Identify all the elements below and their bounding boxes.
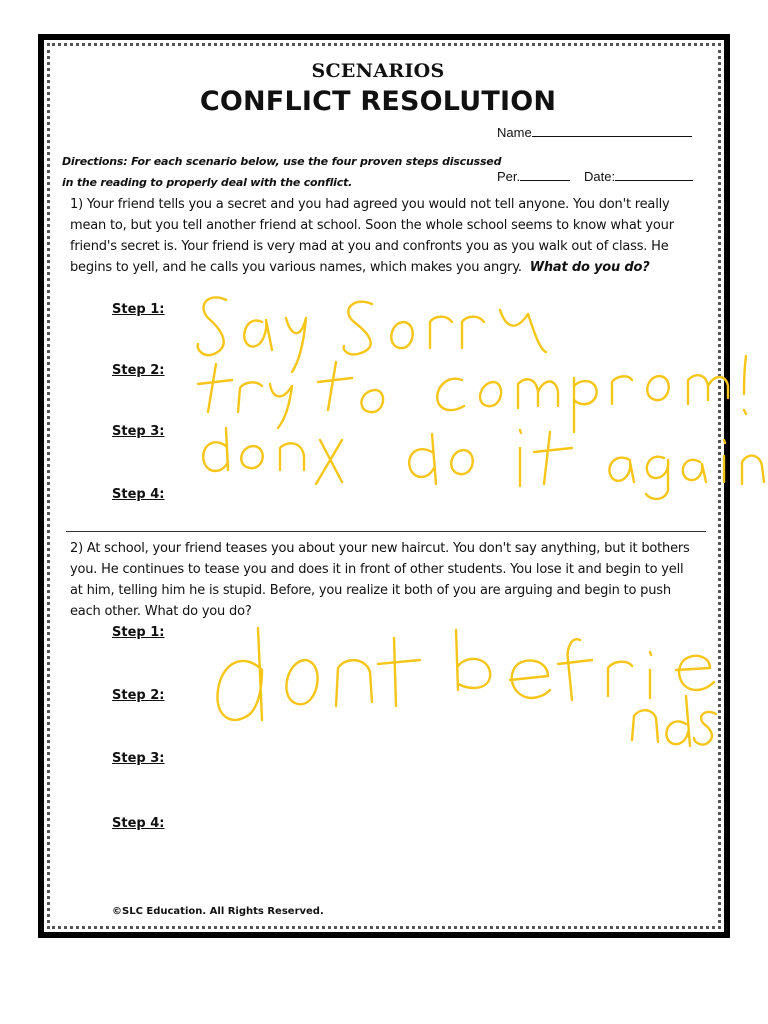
worksheet-subtitle: SCENARIOS bbox=[311, 60, 445, 82]
date-label: Date: bbox=[584, 169, 616, 184]
section-divider bbox=[66, 531, 706, 532]
scenario-1-step-1-label: Step 1: bbox=[112, 302, 165, 317]
scenario-2-step-3-label: Step 3: bbox=[112, 751, 165, 766]
directions-text: Directions: For each scenario below, use the four proven steps discussed in the reading to properly deal with the conflict. bbox=[62, 155, 502, 189]
name-field[interactable] bbox=[497, 124, 692, 140]
name-label: Name bbox=[497, 125, 532, 140]
period-label: Per. bbox=[497, 169, 521, 184]
scenario-2-step-2-label: Step 2: bbox=[112, 688, 165, 703]
scenario-2-text: 2) At school, your friend teases you about your new haircut. You don't say anything, but it bothers you. He continues to tease you and does it in front of other students. You lose it and begin to yell at him, telling him he is stupid. Before, you realize it both of you are arguing and begin to push each other. What do you do? bbox=[70, 541, 690, 619]
scenario-1-step-4-label: Step 4: bbox=[112, 487, 165, 502]
scenario-1-step-3-label: Step 3: bbox=[112, 424, 165, 439]
date-field[interactable] bbox=[584, 168, 693, 184]
scenario-2-step-4-label: Step 4: bbox=[112, 816, 165, 831]
scenario-1-text: 1) Your friend tells you a secret and you had agreed you would not tell anyone. You don't really mean to, but you tell another friend at school. Soon the whole school seems to know what your friend's secret is. Your friend is very mad at you and confronts you as you walk out of class. He begins to yell, and he calls you various names, which makes you angry. What do you do? bbox=[70, 197, 674, 275]
scenario-1-step-2-label: Step 2: bbox=[112, 363, 165, 378]
worksheet-title: CONFLICT RESOLUTION bbox=[199, 86, 557, 117]
scenario-2-step-1-label: Step 1: bbox=[112, 625, 165, 640]
period-field[interactable] bbox=[497, 168, 570, 184]
copyright-notice: ©SLC Education. All Rights Reserved. bbox=[112, 906, 324, 917]
scenario-1-question: What do you do? bbox=[529, 260, 650, 275]
